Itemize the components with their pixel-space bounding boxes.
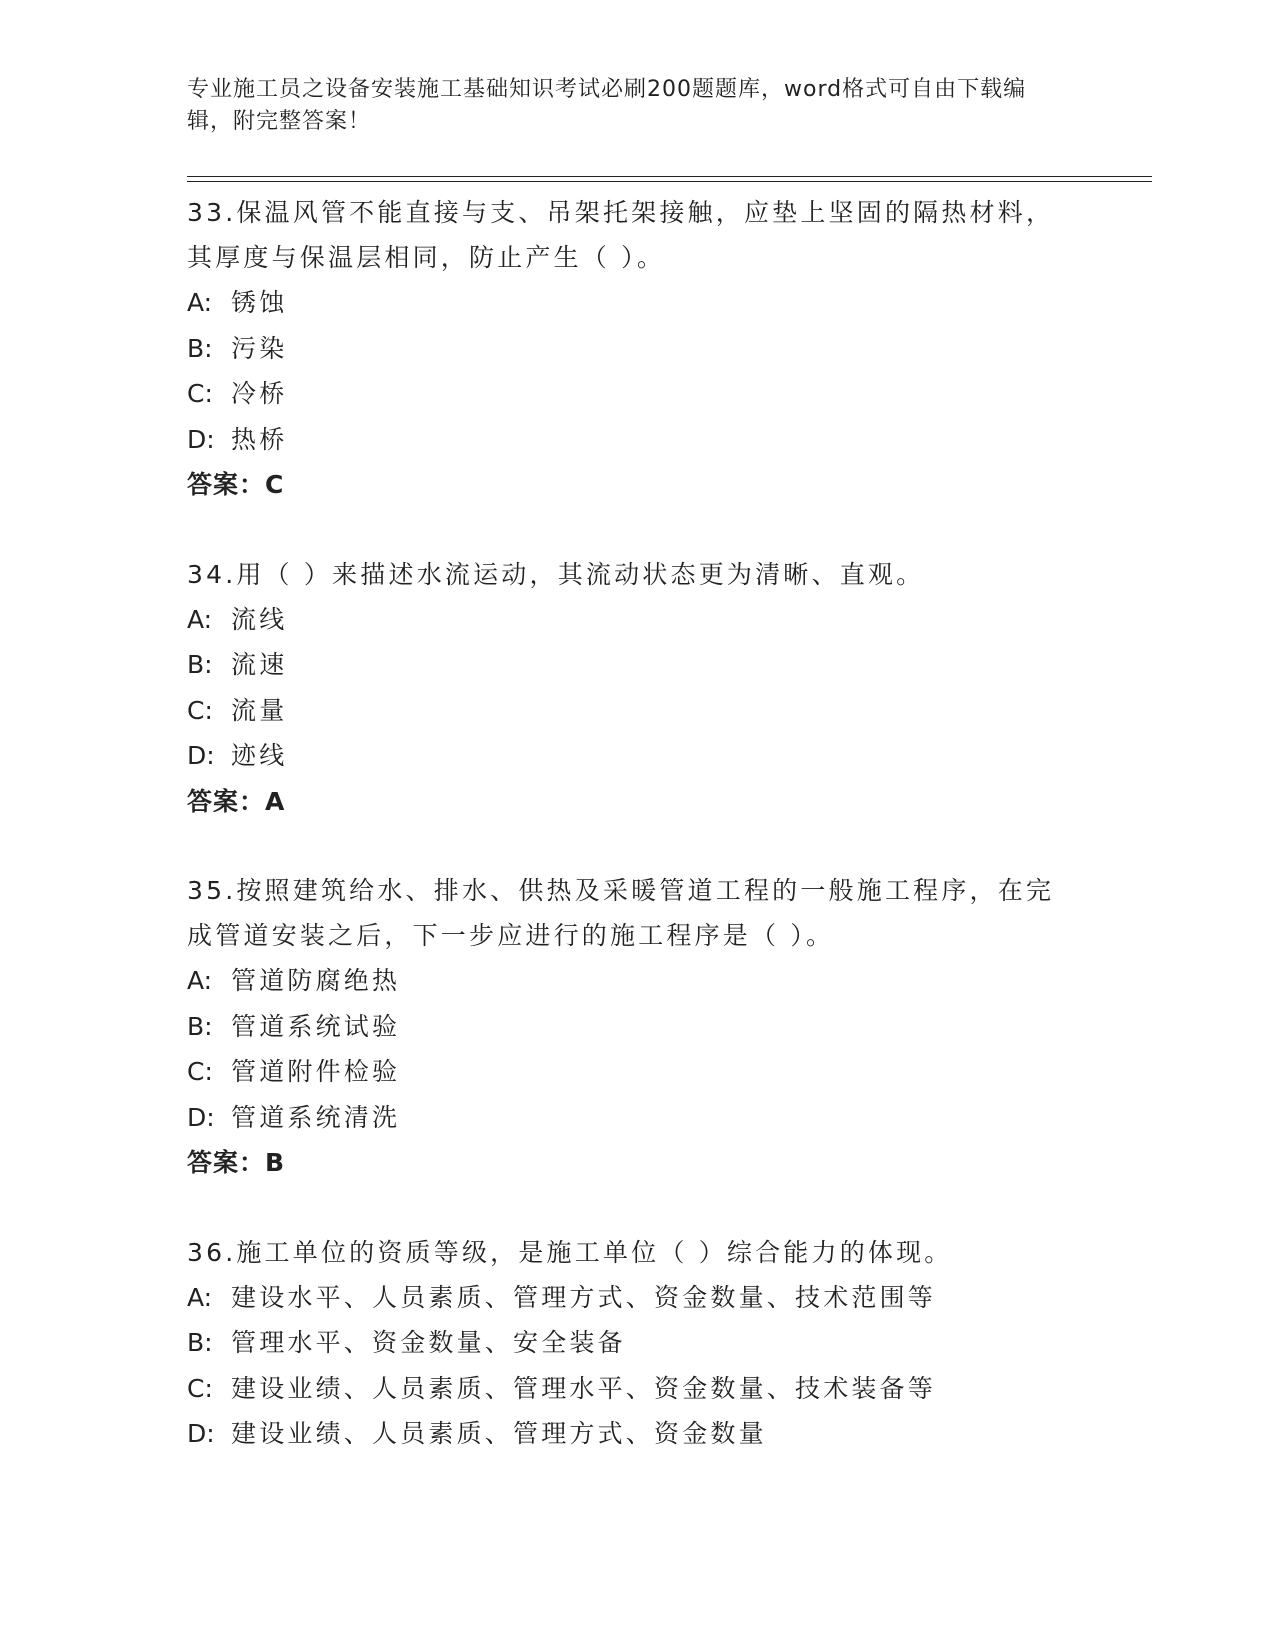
- option-label: C:: [187, 1057, 213, 1086]
- option-label: D:: [187, 1102, 215, 1132]
- option-label: D:: [187, 424, 215, 454]
- option-text: 锈蚀: [231, 288, 288, 317]
- option-c: [187, 1049, 1087, 1095]
- option-text: 建设水平、人员素质、管理方式、资金数量、技术范围等: [231, 1282, 937, 1312]
- option-b: [187, 1320, 1087, 1366]
- option-c: [187, 1366, 1087, 1412]
- question-text: 35.按照建筑给水、排水、供热及采暖管道工程的一般施工程序，在完成管道安装之后，下一步应进行的施工程序是（ ）。: [187, 876, 1055, 950]
- option-label: D:: [187, 741, 215, 770]
- option-text: 管道防腐绝热: [231, 966, 401, 995]
- option-label: B:: [187, 333, 213, 363]
- header-divider-top: [187, 176, 1152, 177]
- option-a: [187, 958, 1087, 1004]
- option-label: B:: [187, 1328, 213, 1357]
- answer: 答案：C: [187, 470, 285, 499]
- option-text: 冷桥: [231, 379, 288, 408]
- answer: 答案：A: [187, 786, 286, 816]
- option-text: 流量: [231, 695, 288, 725]
- option-c: [187, 371, 1087, 417]
- option-text: 建设业绩、人员素质、管理水平、资金数量、技术装备等: [231, 1373, 937, 1403]
- option-label: C:: [187, 695, 213, 725]
- option-d: [187, 733, 1087, 779]
- option-label: A:: [187, 288, 213, 317]
- option-label: D:: [187, 1419, 215, 1448]
- option-text: 迹线: [231, 741, 288, 770]
- option-text: 管道系统试验: [231, 1011, 401, 1041]
- option-label: A:: [187, 604, 213, 634]
- option-d: [187, 1095, 1087, 1141]
- question-text: 36.施工单位的资质等级，是施工单位（ ）综合能力的体现。: [187, 1237, 953, 1267]
- option-a: [187, 597, 1087, 643]
- option-d: [187, 1411, 1087, 1457]
- question-text: 34.用（ ）来描述水流运动，其流动状态更为清晰、直观。: [187, 559, 925, 589]
- answer: 答案：B: [187, 1148, 286, 1177]
- option-label: C:: [187, 379, 213, 408]
- option-a: [187, 1275, 1087, 1321]
- option-text: 污染: [231, 333, 288, 363]
- option-text: 流速: [231, 650, 288, 679]
- option-d: [187, 417, 1087, 463]
- option-text: 热桥: [231, 424, 288, 454]
- question-36: [187, 1230, 1087, 1457]
- header-divider-bottom: [187, 181, 1152, 182]
- option-c: [187, 688, 1087, 734]
- option-text: 管道附件检验: [231, 1057, 401, 1086]
- question-33: [187, 190, 1087, 508]
- option-text: 流线: [231, 604, 288, 634]
- question-text: 33.保温风管不能直接与支、吊架托架接触，应垫上坚固的隔热材料，其厚度与保温层相同，防止产生（ ）。: [187, 198, 1055, 272]
- option-label: C:: [187, 1373, 213, 1403]
- option-text: 管道系统清洗: [231, 1102, 401, 1132]
- option-b: [187, 1004, 1087, 1050]
- question-35: [187, 868, 1087, 1186]
- option-label: A:: [187, 966, 213, 995]
- option-a: [187, 280, 1087, 326]
- option-label: A:: [187, 1282, 213, 1312]
- document-header: 专业施工员之设备安装施工基础知识考试必刷200题题库，word格式可自由下载编辑，附完整答案！: [187, 77, 1027, 134]
- option-b: [187, 642, 1087, 688]
- option-label: B:: [187, 1011, 213, 1041]
- option-text: 建设业绩、人员素质、管理方式、资金数量: [231, 1419, 767, 1448]
- option-label: B:: [187, 650, 213, 679]
- question-list: [187, 190, 1087, 1501]
- question-34: [187, 552, 1087, 825]
- option-b: [187, 326, 1087, 372]
- option-text: 管理水平、资金数量、安全装备: [231, 1328, 626, 1357]
